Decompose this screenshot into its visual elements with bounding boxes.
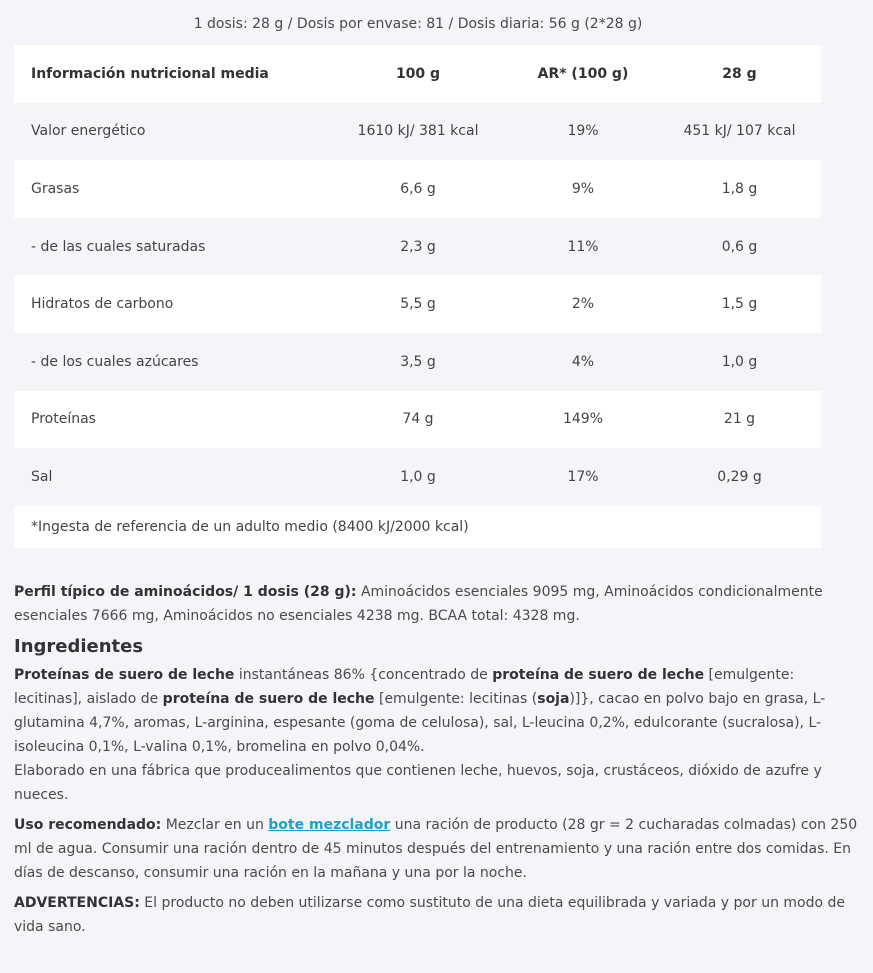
shaker-link[interactable]: bote mezclador xyxy=(268,817,391,833)
table-row xyxy=(14,160,821,218)
header-cell: 100 g xyxy=(395,65,441,82)
table-cell: 451 kJ/ 107 kcal xyxy=(683,123,796,140)
table-row xyxy=(14,218,821,276)
table-cell: 3,5 g xyxy=(400,353,436,370)
table-cell: 9% xyxy=(571,180,595,197)
table-header-row xyxy=(14,45,821,103)
table-cell: 17% xyxy=(567,468,599,485)
recommended-use-label: Uso recomendado: xyxy=(14,817,162,833)
table-cell: 2,3 g xyxy=(400,238,436,255)
ingredient-text: [emulgente: lecitinas], aislado de xyxy=(14,667,795,707)
ingredients-heading: Ingredientes xyxy=(14,636,144,657)
header-cell: AR* (100 g) xyxy=(537,65,629,82)
table-cell: Sal xyxy=(31,468,53,485)
header-cell: Información nutricional media xyxy=(31,65,269,82)
recommended-use-text: una ración de producto (28 gr = 2 cucharadas colmadas) con 250 ml de agua. Consumir una ración dentro de 45 minutos después del entrenamiento y una ración entre dos comidas. En días de descanso, consumir una ración en la mañana y una por la noche. xyxy=(14,817,858,881)
table-row xyxy=(14,333,821,391)
ingredient-bold: proteína de suero de leche xyxy=(162,691,375,707)
table-cell: 0,6 g xyxy=(721,238,758,255)
header-cell: 28 g xyxy=(722,65,757,82)
table-cell: Hidratos de carbono xyxy=(31,296,174,313)
table-cell: 5,5 g xyxy=(400,296,436,313)
table-footnote: *Ingesta de referencia de un adulto medio (8400 kJ/2000 kcal) xyxy=(14,506,821,548)
table-cell: 6,6 g xyxy=(400,180,436,197)
recommended-use-text: Mezclar en un xyxy=(161,817,269,833)
table-cell: 1,5 g xyxy=(721,296,758,313)
table-row xyxy=(14,275,821,333)
table-cell: 4% xyxy=(571,353,595,370)
table-row xyxy=(14,391,821,449)
table-cell: 1,0 g xyxy=(400,468,436,485)
table-cell: 74 g xyxy=(402,411,434,428)
amino-profile-label: Perfil típico de aminoácidos/ 1 dosis (28 g): xyxy=(14,584,357,600)
table-cell: 149% xyxy=(562,411,604,428)
table-cell: Proteínas xyxy=(31,411,96,428)
amino-profile xyxy=(14,580,866,628)
allergen-bold: soja xyxy=(537,691,570,707)
table-cell: - de los cuales azúcares xyxy=(31,353,199,370)
table-row xyxy=(14,448,821,506)
warnings-text: El producto no deben utilizarse como sustituto de una dieta equilibrada y variada y por un modo de vida sano. xyxy=(14,895,845,935)
table-cell: 1,0 g xyxy=(721,353,758,370)
warnings xyxy=(14,891,866,939)
ingredient-bold: proteína de suero de leche xyxy=(492,667,705,683)
table-row xyxy=(14,103,821,161)
table-cell: 1610 kJ/ 381 kcal xyxy=(357,123,479,140)
warnings-label: ADVERTENCIAS: xyxy=(14,895,140,911)
table-cell: Valor energético xyxy=(31,123,146,140)
ingredients-list xyxy=(14,663,866,759)
product-description xyxy=(14,580,866,945)
table-cell: 19% xyxy=(567,123,599,140)
nutrition-table xyxy=(14,45,821,548)
table-cell: 0,29 g xyxy=(717,468,762,485)
table-cell: - de las cuales saturadas xyxy=(31,238,206,255)
table-cell: 2% xyxy=(571,296,595,313)
factory-note: Elaborado en una fábrica que producealimentos que contienen leche, huevos, soja, crustáceos, dióxido de azufre y nueces. xyxy=(14,763,822,803)
dose-info: 1 dosis: 28 g / Dosis por envase: 81 / Dosis diaria: 56 g (2*28 g) xyxy=(193,16,643,32)
table-cell: 21 g xyxy=(723,411,756,428)
amino-profile-text: Aminoácidos esenciales 9095 mg, Aminoácidos condicionalmente esenciales 7666 mg, Aminoácidos no esenciales 4238 mg. BCAA total: 4328 mg. xyxy=(14,584,823,624)
recommended-use xyxy=(14,813,866,885)
ingredient-text: instantáneas 86% {concentrado de xyxy=(234,667,493,683)
table-cell: 11% xyxy=(567,238,599,255)
ingredient-text: )]}, cacao en polvo bajo en grasa, L-glutamina 4,7%, aromas, L-arginina, espesante (goma de celulosa), sal, L-leucina 0,2%, edulcorante (sucralosa), L-isoleucina 0,1%, L-valina 0,1%, bromelina en polvo 0,04%. xyxy=(14,691,826,755)
ingredient-text: [emulgente: lecitinas ( xyxy=(374,691,538,707)
table-cell: 1,8 g xyxy=(721,180,758,197)
ingredient-bold: Proteínas de suero de leche xyxy=(14,667,235,683)
table-cell: Grasas xyxy=(31,180,80,197)
